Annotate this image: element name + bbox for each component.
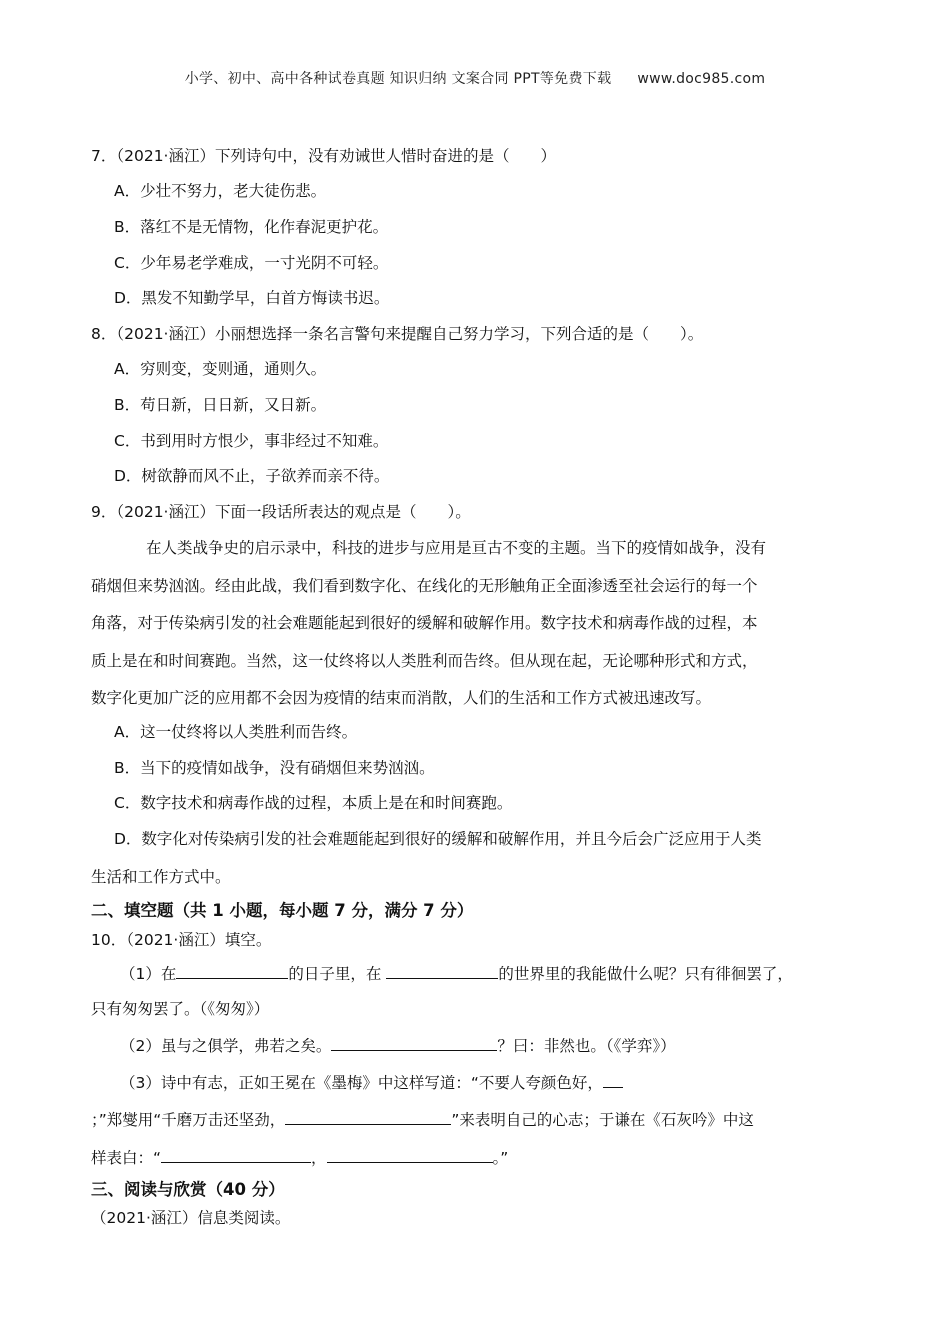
passage-line: 角落，对于传染病引发的社会难题能起到很好的缓解和破解作用。数字技术和病毒作战的过程，本 [91,614,758,632]
question-9-option-d: D．数字化对传染病引发的社会难题能起到很好的缓解和破解作用，并且今后会广泛应用于人类 [114,830,762,848]
header-text: 小学、初中、高中各种试卷真题 知识归纳 文案合同 PPT等免费下载 [184,71,612,87]
blank-field[interactable] [603,1071,623,1088]
passage-line: 质上是在和时间赛跑。当然，这一仗终将以人类胜利而告终。但从现在起，无论哪种形式和方式， [91,652,758,670]
fill-item-2: （2）虽与之俱学，弗若之矣。 ？曰：非然也。（《学弈》） [120,1034,676,1056]
question-9-option-b: B．当下的疫情如战争，没有硝烟但来势汹汹。 [114,759,435,777]
question-9-option-d-continued: 生活和工作方式中。 [91,868,231,886]
question-7-option-a: A．少壮不努力，老大徒伤悲。 [114,182,327,200]
question-9-stem: 9．（2021·涵江）下面一段话所表达的观点是（ ）。 [91,503,471,521]
fill-item-3-line-3: 样表白：“ ， 。” [91,1146,508,1168]
question-7-stem: 7．（2021·涵江）下列诗句中，没有劝诫世人惜时奋进的是（ ） [91,147,556,165]
question-7-option-d: D．黑发不知勤学早，白首方悔读书迟。 [114,289,390,307]
blank-field[interactable] [386,962,498,979]
blank-field[interactable] [327,1146,493,1163]
question-8-option-b: B．苟日新，日日新，又日新。 [114,396,327,414]
question-8-option-d: D．树欲静而风不止，子欲养而亲不待。 [114,467,390,485]
passage-line: 数字化更加广泛的应用都不会因为疫情的结束而消散，人们的生活和工作方式被迅速改写。 [91,689,712,707]
question-8-stem: 8．（2021·涵江）小丽想选择一条名言警句来提醒自己努力学习，下列合适的是（ ）。 [91,325,704,343]
section-2-heading: 二、填空题（共 1 小题，每小题 7 分，满分 7 分） [91,901,474,920]
question-8-option-c: C．书到用时方恨少，事非经过不知难。 [114,432,389,450]
question-7-option-c: C．少年易老学难成，一寸光阴不可轻。 [114,254,389,272]
fill-item-1: （1）在 的日子里，在 的世界里的我能做什么呢？只有徘徊罢了， [120,962,793,984]
section-3-intro: （2021·涵江）信息类阅读。 [91,1209,291,1227]
section-3-heading: 三、阅读与欣赏（40 分） [91,1180,285,1199]
question-9-option-c: C．数字技术和病毒作战的过程，本质上是在和时间赛跑。 [114,794,513,812]
blank-field[interactable] [176,962,288,979]
passage-line: 在人类战争史的启示录中，科技的进步与应用是亘古不变的主题。当下的疫情如战争，没有 [146,539,767,557]
fill-item-3-line-2: ；”郑燮用“千磨万击还坚劲， ”来表明自己的心志；于谦在《石灰吟》中这 [91,1108,754,1130]
question-9-option-a: A．这一仗终将以人类胜利而告终。 [114,723,358,741]
blank-field[interactable] [161,1146,311,1163]
fill-item-3: （3）诗中有志，正如王冕在《墨梅》中这样写道：“不要人夸颜色好， [120,1071,623,1093]
page-header [0,68,950,88]
header-site-link[interactable]: www.doc985.com [637,71,766,87]
passage-line: 硝烟但来势汹汹。经由此战，我们看到数字化、在线化的无形触角正全面渗透至社会运行的每一个 [91,577,758,595]
question-7-option-b: B．落红不是无情物，化作春泥更护花。 [114,218,389,236]
fill-item-1-continued: 只有匆匆罢了。（《匆匆》） [91,1000,270,1018]
blank-field[interactable] [285,1108,451,1125]
question-10-stem: 10．（2021·涵江）填空。 [91,931,272,949]
blank-field[interactable] [331,1034,497,1051]
question-8-option-a: A．穷则变，变则通，通则久。 [114,360,327,378]
